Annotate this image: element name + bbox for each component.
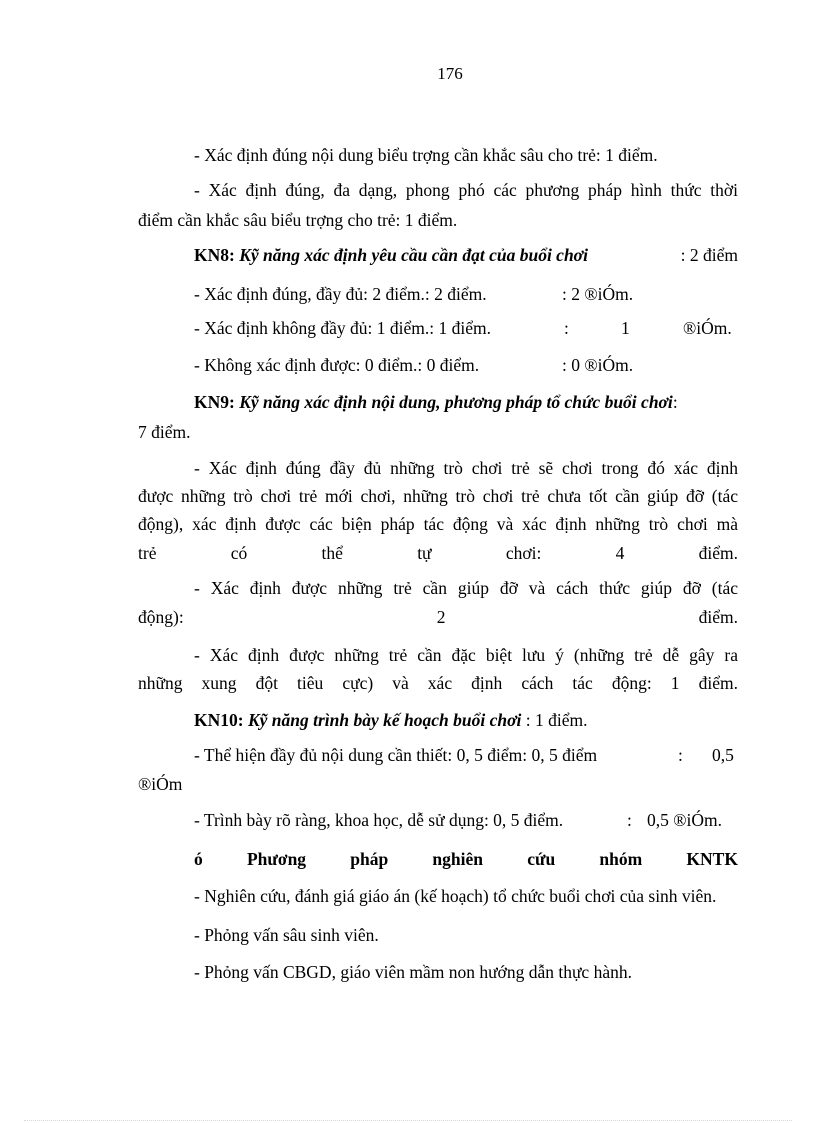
list-item: - Xác định không đầy đủ: 1 điểm.: 1 điểm. — [194, 318, 491, 338]
word: tiêu — [297, 673, 324, 693]
method-heading — [194, 849, 738, 870]
paragraph-line: được những trò chơi trẻ mới chơi, những trò chơi trẻ chưa tốt cần giúp đỡ (tác — [138, 486, 738, 506]
word: xác — [427, 673, 453, 693]
heading-score: : 2 điểm — [680, 245, 738, 265]
heading-title: Kỹ năng xác định nội dung, phương pháp tổ chức buổi chơi — [239, 392, 673, 412]
word: cứu — [527, 849, 556, 869]
word: thể — [321, 543, 343, 563]
word: định — [471, 673, 503, 693]
list-item-unit: ®iÓm — [138, 774, 183, 794]
list-item-score: 0,5 — [712, 745, 734, 765]
paragraph-line: - Xác định được những trẻ cần đặc biệt lưu ý (những trẻ dễ gây ra — [194, 645, 738, 665]
list-item: - Thể hiện đầy đủ nội dung cần thiết: 0, 5 điểm: 0, 5 điểm — [194, 745, 598, 765]
word: pháp — [350, 849, 389, 869]
list-item: - Nghiên cứu, đánh giá giáo án (kế hoạch) tổ chức buổi chơi của sinh viên. — [194, 886, 717, 906]
word: nghiên — [432, 849, 483, 869]
paragraph-line — [138, 607, 738, 628]
section-heading-kn8 — [194, 245, 738, 266]
page-bottom-rule — [24, 1120, 792, 1121]
word: 1 — [670, 673, 680, 693]
section-heading-kn9 — [194, 392, 678, 413]
list-item-score: 1 — [621, 318, 630, 338]
word: cực) — [342, 673, 374, 693]
list-item: - Không xác định được: 0 điểm.: 0 điểm. — [194, 355, 480, 375]
heading-score: : 1 điểm. — [521, 710, 588, 730]
word: chơi: — [505, 543, 542, 563]
paragraph-line: - Xác định đúng đầy đủ những trò chơi trẻ sẽ chơi trong đó xác định — [194, 458, 738, 478]
list-item: - Trình bày rõ ràng, khoa học, dễ sử dụng: 0, 5 điểm. — [194, 810, 564, 830]
heading-colon: : — [672, 392, 678, 412]
paragraph-line — [138, 673, 738, 694]
list-item-colon: : — [564, 318, 569, 338]
word: động: — [611, 673, 652, 693]
word: trẻ — [138, 543, 157, 563]
word: tác — [572, 673, 593, 693]
heading-title: Kỹ năng trình bày kế hoạch buổi chơi — [247, 710, 522, 730]
list-item-score: : 0 ®iÓm. — [562, 355, 634, 375]
section-heading-kn10 — [194, 710, 587, 731]
page-number: 176 — [437, 64, 463, 83]
paragraph-line: - Xác định được những trẻ cần giúp đỡ và cách thức giúp đỡ (tác — [194, 578, 738, 598]
heading-label: KN9: — [194, 392, 235, 412]
list-item-colon: : — [627, 810, 632, 830]
list-item-score: 0,5 ®iÓm. — [647, 810, 723, 830]
list-item: - Phỏng vấn CBGD, giáo viên mầm non hướng dẫn thực hành. — [194, 962, 632, 982]
word: 4 — [615, 543, 625, 563]
word: có — [230, 543, 248, 563]
heading-label: KN8: — [194, 245, 235, 265]
word: xung — [201, 673, 237, 693]
heading-title: Kỹ năng xác định yêu cầu cần đạt của buổi chơi — [239, 245, 588, 265]
word: tự — [417, 543, 432, 563]
word: nhóm — [599, 849, 643, 869]
paragraph-line — [138, 543, 738, 564]
word: Phương — [246, 849, 307, 869]
list-item-colon: : — [678, 745, 683, 765]
list-item-unit: ®iÓm. — [683, 318, 732, 338]
word: và — [392, 673, 409, 693]
word: ó — [194, 849, 203, 869]
word: đột — [255, 673, 278, 693]
list-item: - Phỏng vấn sâu sinh viên. — [194, 925, 379, 945]
word: động): — [138, 607, 184, 627]
word: cách — [521, 673, 554, 693]
word: điểm. — [698, 543, 738, 563]
word: 2 — [436, 607, 446, 627]
word: điểm. — [698, 673, 738, 693]
paragraph-line: động), xác định được các biện pháp tác động và xác định những trò chơi mà — [138, 514, 738, 534]
list-item: - Xác định đúng, đầy đủ: 2 điểm.: 2 điểm. — [194, 284, 487, 304]
paragraph-line: điểm cần khắc sâu biểu trợng cho trẻ: 1 điểm. — [138, 210, 458, 230]
word: KNTK — [686, 849, 738, 869]
word: những — [138, 673, 183, 693]
paragraph: - Xác định đúng nội dung biểu trợng cần khắc sâu cho trẻ: 1 điểm. — [194, 145, 658, 165]
list-item-score: : 2 ®iÓm. — [562, 284, 634, 304]
paragraph-line: - Xác định đúng, đa dạng, phong phó các phương pháp hình thức thời — [194, 180, 738, 200]
heading-label: KN10: — [194, 710, 244, 730]
word: điểm. — [698, 607, 738, 627]
heading-score: 7 điểm. — [138, 422, 191, 442]
